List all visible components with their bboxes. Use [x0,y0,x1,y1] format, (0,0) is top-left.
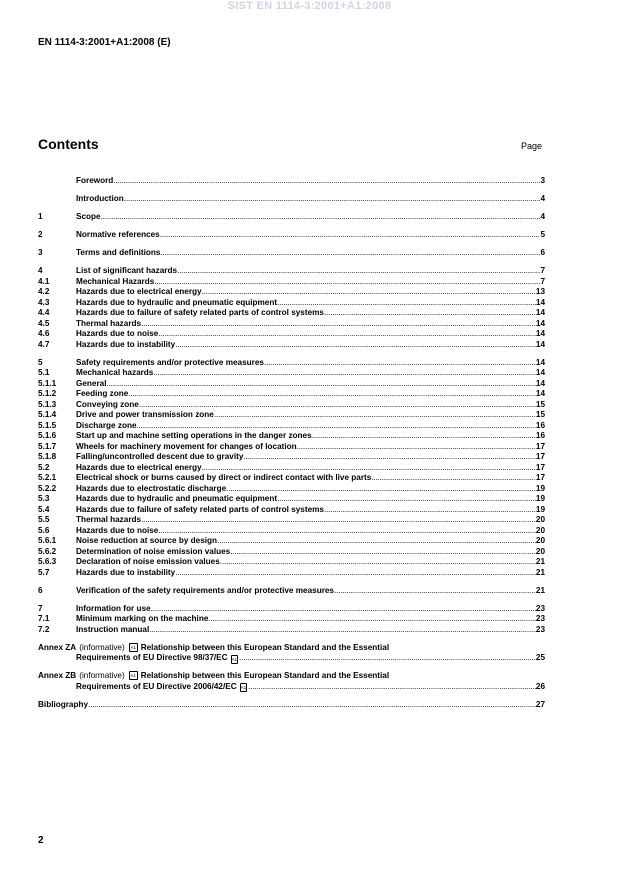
toc-entry-number: 5.2.2 [38,483,57,493]
toc-entry-number: 5.1.1 [38,378,57,388]
toc-entry-number: 4.3 [38,297,50,307]
leader-dots [175,568,536,579]
toc-entry-title: Mechanical hazards [76,368,154,377]
toc-entry[interactable] [38,526,545,537]
toc-entry-page: 20 [535,515,545,524]
toc-entry[interactable] [38,389,545,400]
toc-entry-page: 4 [540,194,545,203]
toc-entry-page: 19 [535,504,545,514]
toc-entry-title: List of significant hazards [76,266,177,275]
toc-entry[interactable] [38,557,545,568]
toc-entry-number: 4.5 [38,318,50,328]
leader-dots [264,358,536,369]
leader-dots [239,653,536,664]
toc-entry-page: 5 [540,230,545,239]
leader-dots [248,682,536,693]
toc-entry-page: 21 [535,585,545,595]
amendment-end-marker: A1 [240,685,247,690]
toc-entry[interactable] [38,505,545,516]
toc-entry-title: Determination of noise emission values [76,546,231,556]
leader-dots [107,379,536,390]
toc-entry-page: 4 [540,212,545,221]
toc-entry[interactable] [38,494,545,505]
toc-entry-number: 5.1.4 [38,410,57,419]
toc-entry-page: 21 [535,567,545,577]
toc-entry-number: 5.2 [38,462,50,472]
page-column-label: Page [521,141,543,151]
toc-entry-number: 7 [38,603,43,613]
annex-title-line1: Relationship between this European Standard and the Essential [140,671,390,680]
toc-entry-page: 20 [535,546,545,556]
toc-entry-number: 5.1 [38,368,50,377]
toc-entry[interactable] [38,358,545,369]
toc-entry-title: Falling/uncontrolled descent due to gravity [76,452,244,461]
leader-dots [160,248,540,259]
toc-entry[interactable] [38,463,545,474]
leader-dots [277,298,536,309]
leader-dots [154,277,540,288]
leader-dots [226,484,536,495]
toc-entry[interactable] [38,410,545,421]
toc-entry[interactable] [38,484,545,495]
toc-entry-number: 1 [38,212,43,221]
toc-entry-bibliography[interactable] [38,700,545,711]
toc-entry-page: 14 [535,357,545,367]
toc-entry-number: 5.1.7 [38,441,57,451]
toc-entry[interactable] [38,368,545,379]
toc-entry-number: 5.7 [38,567,50,577]
toc-entry-page: 23 [535,603,545,613]
leader-dots [230,547,536,558]
toc-entry-title: Wheels for machinery movement for changes of location [76,441,297,451]
toc-entry[interactable] [38,319,545,330]
leader-dots [371,473,536,484]
toc-entry-page: 17 [535,441,545,451]
leader-dots [124,194,541,205]
toc-entry[interactable] [38,586,545,597]
toc-entry-title: Hazards due to electrical energy [76,462,202,472]
toc-entry-number: 5.6 [38,525,50,535]
toc-entry-number: 5.6.3 [38,557,57,566]
toc-entry-title: Hazards due to instability [76,567,176,577]
toc-entry-title: Minimum marking on the machine [76,614,209,623]
toc-entry-title: Foreword [76,176,114,185]
toc-entry-title: Drive and power transmission zone [76,410,214,419]
toc-entry[interactable] [38,212,545,223]
toc-entry-number: 2 [38,230,43,239]
leader-dots [220,557,536,568]
leader-dots [137,421,536,432]
toc-entry-page: 17 [535,452,545,461]
toc-entry-number: 5.1.3 [38,399,57,409]
toc-entry-annex[interactable] [38,643,545,664]
toc-entry-page: 20 [535,536,545,545]
toc-entry-page: 14 [535,297,545,307]
toc-entry-number: 4.7 [38,339,50,349]
toc-entry[interactable] [38,277,545,288]
toc-entry-title: Normative references [76,230,160,239]
annex-title-line1: Relationship between this European Standard and the Essential [140,642,390,652]
toc-entry-number: 5.6.1 [38,536,57,545]
toc-entry-number: 4.6 [38,329,50,338]
toc-entry-page: 16 [535,431,545,440]
toc-entry[interactable] [38,287,545,298]
toc-entry[interactable] [38,547,545,558]
toc-entry-title: Discharge zone [76,420,137,430]
leader-dots [113,176,540,187]
toc-entry-title: Mechanical Hazards [76,276,155,286]
toc-entry-title: Instruction manual [76,624,150,634]
toc-entry-number: 5.3 [38,494,50,503]
toc-entry-page: 25 [535,653,545,662]
toc-entry-title: Hazards due to electrostatic discharge [76,483,227,493]
toc-entry[interactable] [38,536,545,547]
toc-entry-page: 15 [535,410,545,419]
leader-dots [243,452,535,463]
table-of-contents [38,176,545,710]
toc-entry-page: 7 [540,276,545,286]
toc-entry-title: Introduction [76,194,124,203]
leader-dots [139,400,536,411]
toc-entry[interactable] [38,431,545,442]
annex-qualifier: (informative) [79,671,125,680]
leader-dots [128,389,536,400]
leader-dots [149,625,536,636]
toc-entry[interactable] [38,194,545,205]
toc-entry-title: Scope [76,212,101,221]
toc-entry[interactable] [38,473,545,484]
toc-entry-page: 14 [535,308,545,317]
page-number: 2 [38,835,44,846]
toc-entry[interactable] [38,614,545,625]
toc-entry-page: 14 [535,339,545,349]
toc-entry[interactable] [38,379,545,390]
toc-entry-page: 26 [535,681,545,691]
leader-dots [324,308,536,319]
toc-entry[interactable] [38,568,545,579]
toc-entry[interactable] [38,308,545,319]
toc-entry-page: 16 [535,420,545,430]
toc-entry-number: 5.1.5 [38,420,57,430]
toc-entry[interactable] [38,248,545,259]
toc-entry-number: 4.1 [38,276,50,286]
annex-label: Annex ZA [38,642,77,652]
toc-entry-number: 5.4 [38,504,50,514]
toc-entry[interactable] [38,340,545,351]
toc-entry-title: Hazards due to electrical energy [76,287,202,296]
amendment-start-marker: A1 [130,673,136,678]
toc-entry[interactable] [38,176,545,187]
toc-entry-page: 19 [535,483,545,493]
toc-entry-title: Hazards due to hydraulic and pneumatic equipment [76,297,278,307]
toc-entry-page: 17 [535,473,545,482]
amendment-start-marker: A1 [130,644,136,650]
toc-entry[interactable] [38,515,545,526]
toc-entry-title: Hazards due to failure of safety related parts of control systems [76,308,324,317]
toc-entry-number: 5.6.2 [38,546,57,556]
toc-entry-page: 7 [540,266,545,275]
leader-dots [208,614,536,625]
toc-entry-title: Hazards due to hydraulic and pneumatic equipment [76,494,278,503]
toc-entry-number: 5.1.6 [38,431,57,440]
toc-entry-number: 3 [38,248,43,257]
toc-entry-title: Information for use [76,603,151,613]
leader-dots [158,526,536,537]
toc-entry-number: 7.2 [38,624,50,634]
toc-entry[interactable] [38,604,545,615]
leader-dots [158,329,536,340]
toc-entry-number: 4.4 [38,308,50,317]
leader-dots [177,266,540,277]
toc-entry[interactable] [38,452,545,463]
leader-dots [297,442,536,453]
toc-entry-title: Bibliography [38,699,89,709]
toc-entry-page: 14 [535,389,545,398]
leader-dots [312,431,536,442]
toc-entry-number: 5.1.2 [38,389,57,398]
leader-dots [151,604,536,615]
toc-entry-number: 4.2 [38,287,50,296]
leader-dots [214,410,536,421]
toc-entry[interactable] [38,298,545,309]
standard-header: EN 1114-3:2001+A1:2008 (E) [38,37,171,48]
leader-dots [101,212,541,223]
toc-entry[interactable] [38,266,545,277]
leader-dots [202,463,536,474]
toc-entry[interactable] [38,400,545,411]
annex-title-line2: Requirements of EU Directive 98/37/EC [76,653,228,662]
annex-title-line2: Requirements of EU Directive 2006/42/EC [76,681,237,691]
toc-entry-number: 5.2.1 [38,473,57,482]
watermark: SIST EN 1114-3:2001+A1:2008 [227,0,392,12]
toc-entry[interactable] [38,421,545,432]
toc-entry-number: 5.1.8 [38,452,57,461]
toc-entry-page: 13 [535,287,545,296]
toc-entry-number: 5.5 [38,515,50,524]
toc-entry-title: Safety requirements and/or protective measures [76,357,264,367]
toc-entry-title: Thermal hazards [76,318,142,328]
toc-entry-number: 6 [38,585,43,595]
toc-entry-title: Thermal hazards [76,515,142,524]
toc-entry-title: Noise reduction at source by design [76,536,218,545]
leader-dots [334,586,536,597]
toc-entry-annex[interactable] [38,671,545,692]
annex-label: Annex ZB [38,671,77,680]
leader-dots [160,230,541,241]
toc-entry[interactable] [38,329,545,340]
leader-dots [141,515,536,526]
leader-dots [175,340,536,351]
toc-entry-page: 14 [535,329,545,338]
toc-entry-title: Hazards due to noise [76,525,159,535]
toc-entry-page: 19 [535,494,545,503]
toc-entry-title: Start up and machine setting operations in the danger zones [76,431,312,440]
toc-entry-page: 3 [540,176,545,185]
toc-entry-page: 6 [540,248,545,257]
toc-entry-title: Hazards due to instability [76,339,176,349]
toc-entry-page: 20 [535,525,545,535]
toc-entry-title: Electrical shock or burns caused by direct or indirect contact with live parts [76,473,372,482]
toc-entry-title: Conveying zone [76,399,139,409]
toc-entry-page: 27 [535,699,545,709]
toc-entry-title: Terms and definitions [76,248,161,257]
contents-title: Contents [38,136,99,152]
leader-dots [141,319,536,330]
leader-dots [88,700,536,711]
toc-entry-number: 7.1 [38,614,50,623]
toc-entry-page: 23 [535,614,545,623]
toc-entry-page: 14 [535,378,545,388]
leader-dots [202,287,536,298]
leader-dots [217,536,536,547]
toc-entry-title: Verification of the safety requirements and/or protective measures [76,585,334,595]
toc-entry-title: Hazards due to noise [76,329,159,338]
toc-entry-page: 14 [535,318,545,328]
toc-entry-number: 5 [38,357,43,367]
leader-dots [324,505,536,516]
leader-dots [153,368,536,379]
toc-entry-page: 15 [535,399,545,409]
toc-entry[interactable] [38,230,545,241]
toc-entry[interactable] [38,625,545,636]
leader-dots [277,494,536,505]
annex-qualifier: (informative) [79,642,125,652]
toc-entry-title: General [76,378,107,388]
toc-entry-page: 21 [535,557,545,566]
toc-entry-title: Declaration of noise emission values [76,557,220,566]
toc-entry-title: Feeding zone [76,389,129,398]
toc-entry[interactable] [38,442,545,453]
toc-entry-title: Hazards due to failure of safety related parts of control systems [76,504,324,514]
toc-entry-number: 4 [38,266,43,275]
toc-entry-page: 14 [535,368,545,377]
amendment-end-marker: A1 [231,656,238,662]
toc-entry-page: 23 [535,624,545,634]
toc-entry-page: 17 [535,462,545,472]
